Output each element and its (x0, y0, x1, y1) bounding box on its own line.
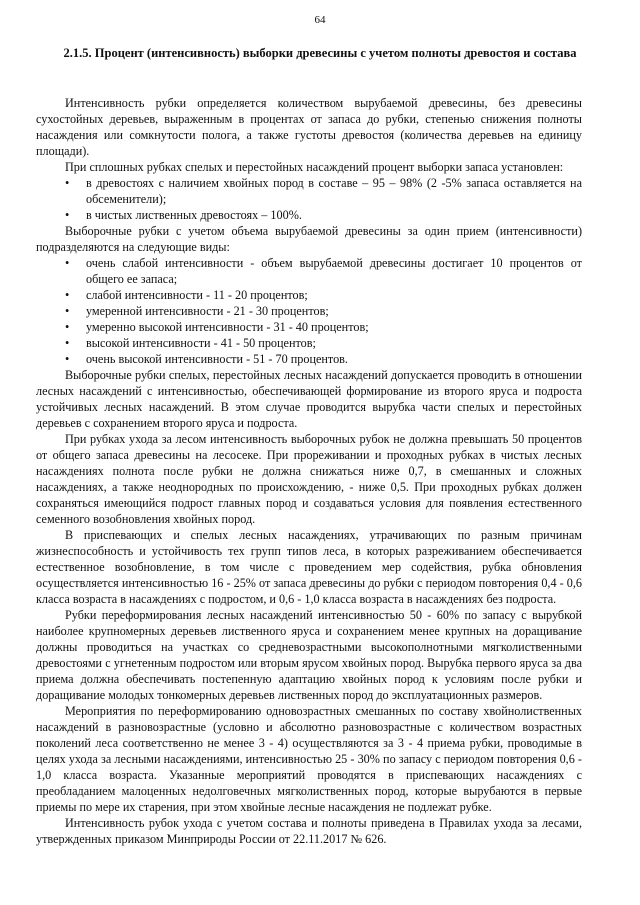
paragraph-thinning: При рубках ухода за лесом интенсивность выборочных рубок не должна превышать 50 процентов от общего запаса древесины на лесосеке. При прореживании и проходных рубках в чистых лесных насаждениях полнота после рубки не должна снижаться ниже 0,7, в смешанных и сложных насаждениях, а также неоднородных по происхождению, - ниже 0,5. При проходных рубках должен сохраняться имеющийся подрост главных пород и создаваться условия для появления естественного семенного возобновления хвойных пород. (36, 432, 582, 526)
list-item (36, 207, 582, 223)
bullet-icon: • (65, 352, 70, 366)
paragraph-reformation-cutting: Рубки переформирования лесных насаждений интенсивностью 50 - 60% по запасу с вырубкой наиболее крупномерных деревьев лиственного яруса и сохранением менее крупных на доращивание должны проводиться на участках со средневозрастными высокополнотными мягколиственными древостоями с угнетенным подростом или вторым ярусом хвойных пород. Вырубка первого яруса за два приема должна обеспечивать постепенную адаптацию хвойных пород к условиям после рубки и доращивание молодых тонкомерных деревьев лиственных пород до эксплуатационных размеров. (36, 608, 582, 702)
selective-bullet-list (36, 255, 582, 367)
bullet-icon: • (65, 320, 70, 334)
list-item-text: в чистых лиственных древостоях – 100%. (86, 208, 302, 222)
list-item-text: очень слабой интенсивности - объем вырубаемой древесины достигает 10 процентов от общего ее запаса; (86, 256, 582, 286)
paragraph-intensity-definition: Интенсивность рубки определяется количеством вырубаемой древесины, без древесины сухостойных деревьев, выраженным в процентах от запаса до рубки, степенью снижения полноты насаждения или сомкнутости полога, а также густоты древостоя (количества деревьев на единицу площади). (36, 96, 582, 158)
bullet-icon: • (65, 336, 70, 350)
list-item (36, 287, 582, 303)
bullet-icon: • (65, 208, 70, 222)
list-item (36, 351, 582, 367)
list-item (36, 175, 582, 207)
list-item-text: умеренной интенсивности - 21 - 30 процентов; (86, 304, 329, 318)
list-item-text: слабой интенсивности - 11 - 20 процентов; (86, 288, 308, 302)
bullet-icon: • (65, 288, 70, 302)
body-text (36, 95, 582, 847)
list-item-text: в древостоях с наличием хвойных пород в составе – 95 – 98% (2 -5% запаса оставляется на обсеменители); (86, 176, 582, 206)
page-number: 64 (314, 14, 326, 26)
list-item (36, 255, 582, 287)
paragraph-selective-intro: Выборочные рубки с учетом объема вырубаемой древесины за один прием (интенсивности) подразделяются на следующие виды: (36, 224, 582, 254)
list-item-text: умеренно высокой интенсивности - 31 - 40 процентов; (86, 320, 369, 334)
paragraph-uneven-aged-conversion: Мероприятия по переформированию одновозрастных смешанных по составу хвойнолиственных насаждений в разновозрастные (условно и абсолютно разновозрастные с количеством возрастных поколений леса соответственно не менее 3 - 4) осуществляются за 3 - 4 приема рубки, проводимые в целях ухода за лесными насаждениями, интенсивностью 25 - 30% по запасу с периодом повторения 0,6 - 1,0 класса возраста. Указанные мероприятий проводятся в приспевающих насаждениях с преобладанием малоценных недолговечных мягколиственных пород, которые вырубаются в первые приемы по мере их старения, при этом хвойные лесные насаждения не подлежат рубке. (36, 704, 582, 814)
paragraph-clearcut-intro: При сплошных рубках спелых и перестойных насаждений процент выборки запаса установлен: (65, 160, 564, 174)
list-item (36, 335, 582, 351)
bullet-icon: • (65, 304, 70, 318)
list-item-text: очень высокой интенсивности - 51 - 70 процентов. (86, 352, 348, 366)
paragraph-rules-reference: Интенсивность рубок ухода с учетом состава и полноты приведена в Правилах ухода за лесами, утвержденных приказом Минприроды России от 22.11.2017 № 626. (36, 816, 582, 846)
paragraph-mature-selective: Выборочные рубки спелых, перестойных лесных насаждений допускается проводить в отношении лесных насаждений с интенсивностью, обеспечивающей формирование из второго яруса и подроста устойчивых лесных насаждений. В этом случае проводится вырубка части спелых и перестойных деревьев с сохранением второго яруса и подроста. (36, 368, 582, 430)
section-title: 2.1.5. Процент (интенсивность) выборки древесины с учетом полноты древостоя и состава (63, 46, 577, 60)
bullet-icon: • (65, 256, 70, 270)
list-item (36, 303, 582, 319)
list-item-text: высокой интенсивности - 41 - 50 процентов; (86, 336, 316, 350)
bullet-icon: • (65, 176, 70, 190)
list-item (36, 319, 582, 335)
paragraph-renewal-cutting: В приспевающих и спелых лесных насаждениях, утрачивающих по разным причинам жизнеспособность и устойчивость тех групп типов леса, в которых разреживанием обеспечивается естественное возобновление, в том числе с проведением мер содействия, рубка обновления осуществляется интенсивностью 16 - 25% от запаса древесины до рубки с периодом повторения 0,4 - 0,6 класса возраста в насаждениях с подростом, и 0,6 - 1,0 класса возраста в насаждениях без подроста. (36, 528, 582, 606)
clearcut-bullet-list (36, 175, 582, 223)
